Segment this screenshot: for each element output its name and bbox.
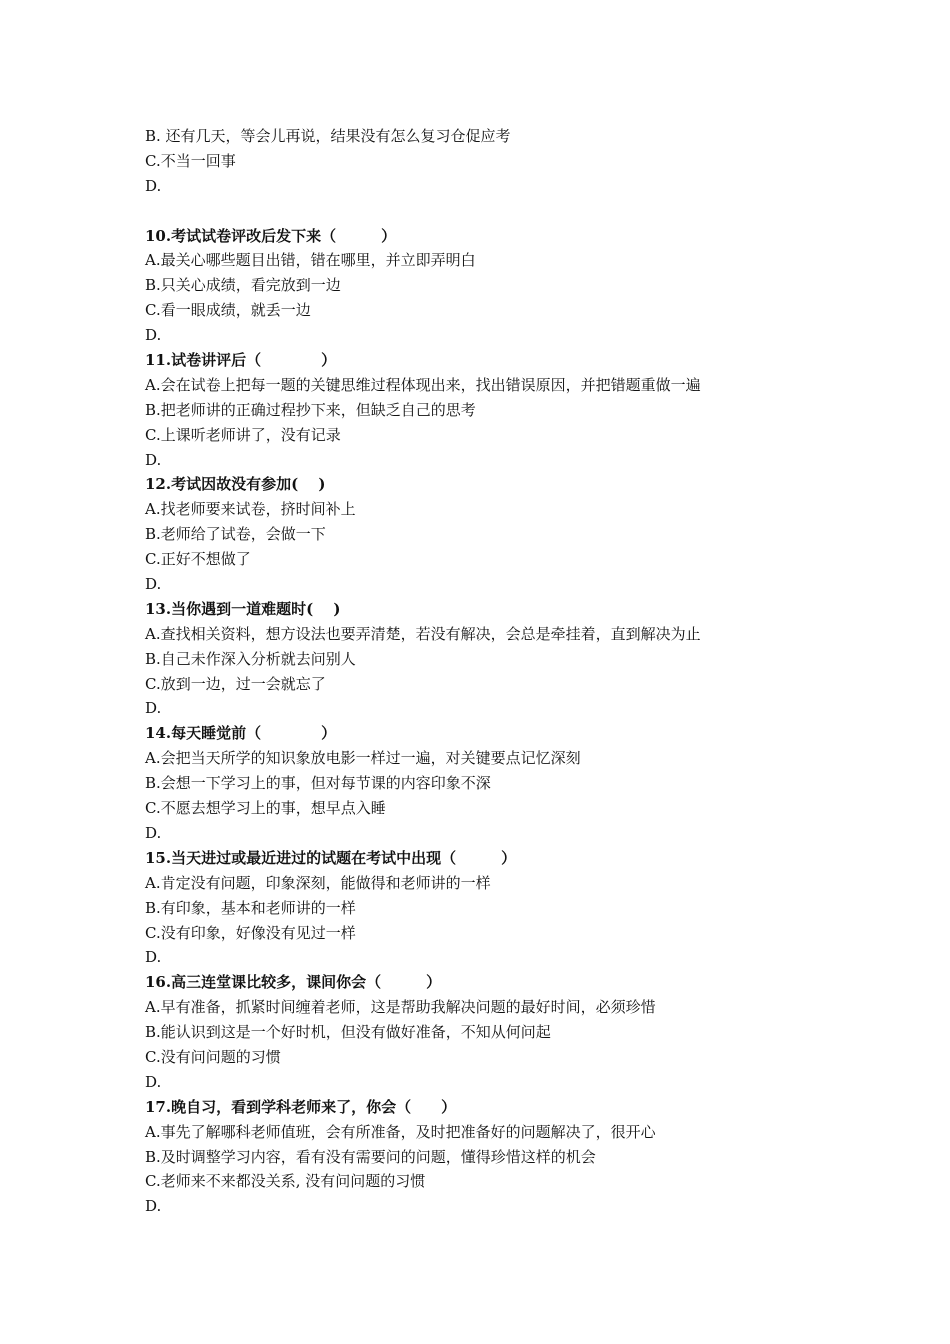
- blank-line: [145, 199, 845, 224]
- question-block: [145, 1095, 845, 1219]
- question-title: 11.试卷讲评后（ ）: [145, 351, 337, 370]
- lead-options: [145, 124, 845, 199]
- option-line: D.: [145, 176, 162, 195]
- option-line: B.会想一下学习上的事，但对每节课的内容印象不深: [145, 774, 491, 793]
- option-line: B.能认识到这是一个好时机，但没有做好准备，不知从何问起: [145, 1023, 551, 1042]
- option-line: A.查找相关资料，想方设法也要弄清楚，若没有解决，会总是牵挂着，直到解决为止: [145, 624, 701, 643]
- option-line: C.正好不想做了: [145, 550, 251, 569]
- question-title: 12.考试因故没有参加( ): [145, 475, 326, 494]
- option-line: C.不愿去想学习上的事，想早点入睡: [145, 799, 386, 818]
- option-line: D.: [145, 699, 162, 718]
- option-line: C.上课听老师讲了，没有记录: [145, 425, 341, 444]
- question-block: [145, 846, 845, 970]
- option-line: A.事先了解哪科老师值班，会有所准备，及时把准备好的问题解决了，很开心: [145, 1122, 656, 1141]
- option-line: A.最关心哪些题目出错，错在哪里，并立即弄明白: [145, 251, 476, 270]
- question-title: 15.当天进过或最近进过的试题在考试中出现（ ）: [145, 848, 517, 867]
- option-line: A.肯定没有问题，印象深刻，能做得和老师讲的一样: [145, 873, 491, 892]
- option-line: B.有印象，基本和老师讲的一样: [145, 898, 356, 917]
- option-line: B.自己未作深入分析就去问别人: [145, 649, 356, 668]
- option-line: B.及时调整学习内容，看有没有需要问的问题，懂得珍惜这样的机会: [145, 1147, 596, 1166]
- question-block: [145, 721, 845, 845]
- option-line: A.会把当天所学的知识象放电影一样过一遍，对关键要点记忆深刻: [145, 749, 581, 768]
- question-title: 14.每天睡觉前（ ）: [145, 724, 337, 743]
- option-line: A.早有准备，抓紧时间缠着老师，这是帮助我解决问题的最好时间，必须珍惜: [145, 998, 656, 1017]
- question-block: [145, 597, 845, 721]
- option-line: A.会在试卷上把每一题的关键思维过程体现出来，找出错误原因，并把错题重做一遍: [145, 375, 701, 394]
- option-line: C.没有印象，好像没有见过一样: [145, 923, 356, 942]
- option-line: D.: [145, 575, 162, 594]
- question-title: 17.晚自习，看到学科老师来了，你会（ ）: [145, 1097, 457, 1116]
- option-line: C.没有问问题的习惯: [145, 1047, 281, 1066]
- question-block: [145, 224, 845, 348]
- question-block: [145, 970, 845, 1094]
- option-line: C.放到一边，过一会就忘了: [145, 674, 326, 693]
- option-line: D.: [145, 1197, 162, 1216]
- question-title: 16.高三连堂课比较多，课间你会（ ）: [145, 973, 442, 992]
- question-title: 13.当你遇到一道难题时( ): [145, 599, 341, 618]
- question-list: [145, 224, 845, 1220]
- option-line: C.老师来不来都没关系, 没有问问题的习惯: [145, 1172, 426, 1191]
- option-line: D.: [145, 1072, 162, 1091]
- option-line: D.: [145, 948, 162, 967]
- option-line: D.: [145, 326, 162, 345]
- question-title: 10.考试试卷评改后发下来（ ）: [145, 226, 397, 245]
- option-line: C.不当一回事: [145, 151, 236, 170]
- option-line: A.找老师要来试卷，挤时间补上: [145, 500, 356, 519]
- option-line: B. 还有几天，等会儿再说，结果没有怎么复习仓促应考: [145, 127, 511, 145]
- option-line: D.: [145, 823, 162, 842]
- question-block: [145, 472, 845, 596]
- option-line: B.只关心成绩，看完放到一边: [145, 276, 341, 295]
- document-page: [145, 124, 845, 1219]
- option-line: D.: [145, 450, 162, 469]
- option-line: B.老师给了试卷，会做一下: [145, 525, 326, 544]
- option-line: C.看一眼成绩，就丢一边: [145, 301, 311, 320]
- question-block: [145, 348, 845, 472]
- option-line: B.把老师讲的正确过程抄下来，但缺乏自己的思考: [145, 400, 476, 419]
